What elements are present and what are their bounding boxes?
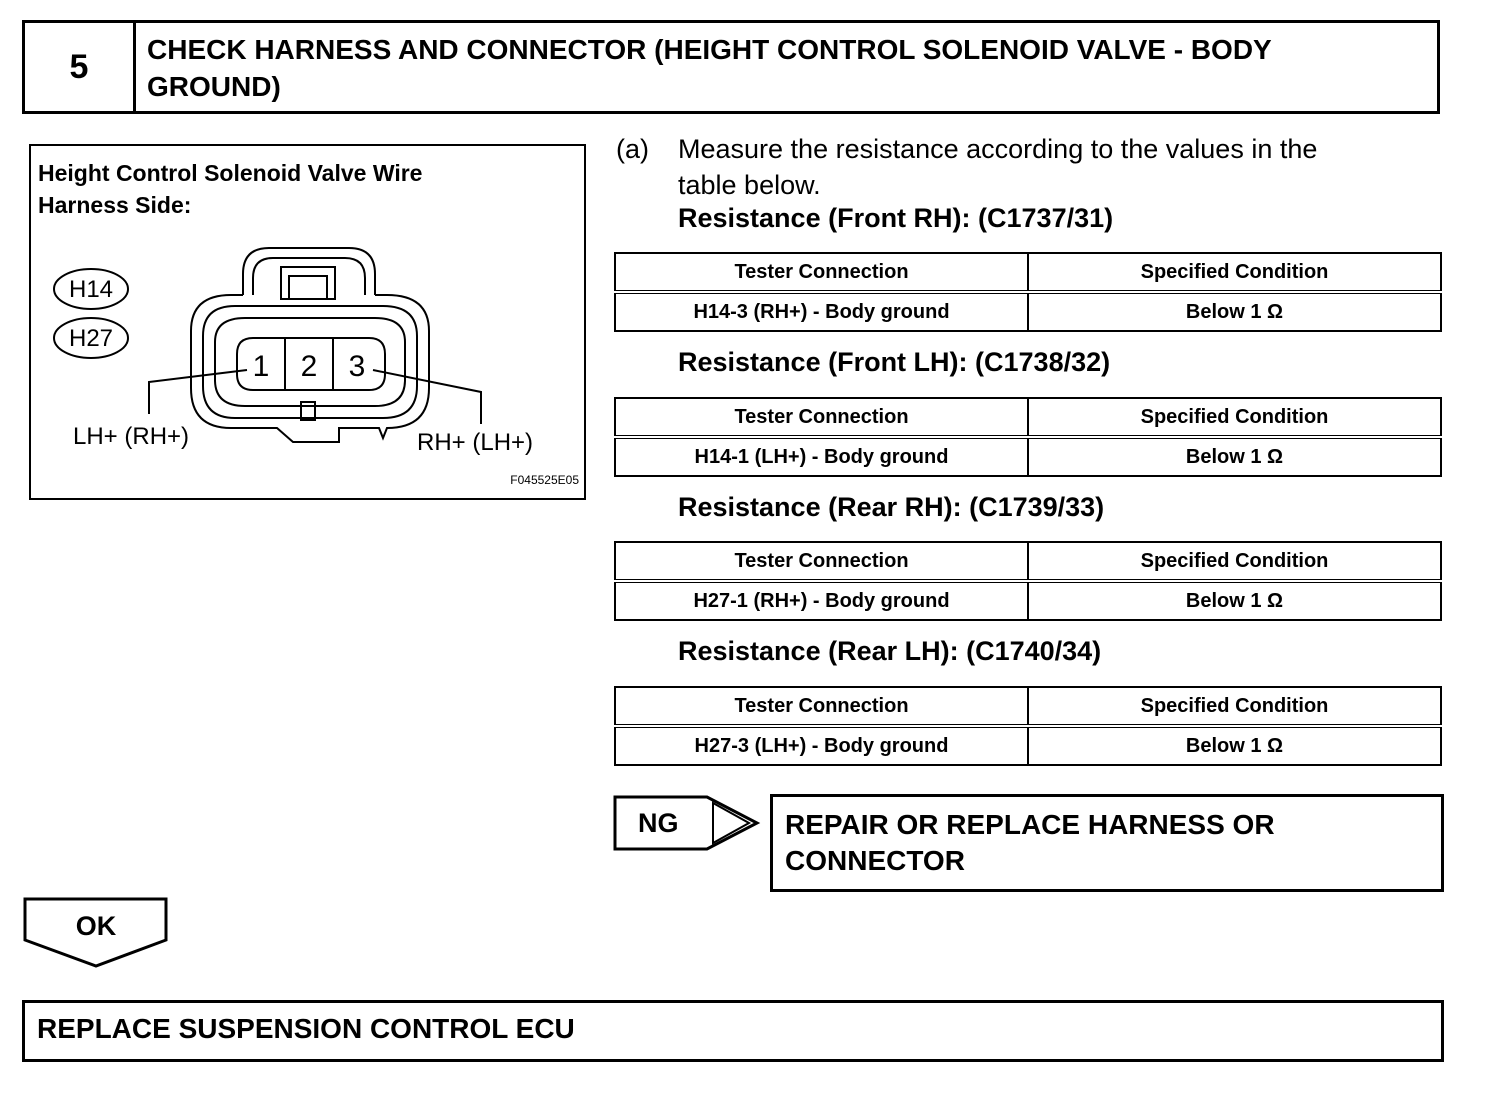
table-cell-condition: Below 1 Ω bbox=[1028, 292, 1441, 331]
figure-title-line2: Harness Side: bbox=[38, 192, 192, 218]
step-title bbox=[147, 31, 1427, 105]
table-header-cell: Tester Connection bbox=[615, 398, 1028, 437]
table-cell-connection: H14-3 (RH+) - Body ground bbox=[615, 292, 1028, 331]
table-header-cell: Specified Condition bbox=[1028, 398, 1441, 437]
resistance-heading-front-rh: Resistance (Front RH): (C1737/31) bbox=[678, 203, 1114, 233]
connector-diagram bbox=[31, 146, 584, 498]
resistance-heading-rear-lh: Resistance (Rear LH): (C1740/34) bbox=[678, 636, 1102, 666]
leader-left bbox=[149, 370, 247, 414]
table-cell-condition: Below 1 Ω bbox=[1028, 581, 1441, 620]
step-title-line1: CHECK HARNESS AND CONNECTOR (HEIGHT CONTROL SOLENOID VALVE - BODY bbox=[147, 34, 1272, 65]
ng-label: NG bbox=[638, 808, 679, 838]
pin-3: 3 bbox=[348, 350, 366, 383]
ok-action-text: REPLACE SUSPENSION CONTROL ECU bbox=[37, 1013, 575, 1044]
leader-right bbox=[373, 370, 481, 424]
instruction-text bbox=[678, 131, 1448, 203]
connector-id-h27-label: H27 bbox=[68, 325, 114, 352]
table-cell-condition: Below 1 Ω bbox=[1028, 726, 1441, 765]
table-header-cell: Specified Condition bbox=[1028, 542, 1441, 581]
figure-title-line1: Height Control Solenoid Valve Wire bbox=[38, 160, 423, 186]
table-header-cell: Specified Condition bbox=[1028, 687, 1441, 726]
ng-action-text bbox=[785, 807, 1425, 879]
ok-action-box bbox=[22, 1000, 1444, 1062]
step-title-line2: GROUND) bbox=[147, 71, 281, 102]
table-header-cell: Tester Connection bbox=[615, 253, 1028, 292]
connector-id-h27 bbox=[54, 318, 128, 358]
spec-table-rear-rh bbox=[614, 541, 1442, 621]
pin-1: 1 bbox=[252, 350, 270, 383]
ok-label: OK bbox=[75, 911, 117, 941]
connector-id-h14 bbox=[54, 269, 128, 309]
ng-action-line2: CONNECTOR bbox=[785, 845, 965, 876]
pin-2: 2 bbox=[300, 350, 318, 383]
instruction-marker: (a) bbox=[616, 134, 649, 164]
ng-action-box bbox=[770, 794, 1444, 892]
figure-code: F045525E05 bbox=[510, 473, 579, 487]
ng-action-line1: REPAIR OR REPLACE HARNESS OR bbox=[785, 809, 1275, 840]
spec-table-rear-lh bbox=[614, 686, 1442, 766]
step-header bbox=[22, 20, 1440, 114]
label-right: RH+ (LH+) bbox=[417, 429, 534, 456]
spec-table-front-rh bbox=[614, 252, 1442, 332]
connector-id-h14-label: H14 bbox=[68, 276, 114, 303]
connector-figure bbox=[29, 144, 586, 500]
connector-housing bbox=[191, 248, 429, 442]
table-header-cell: Tester Connection bbox=[615, 687, 1028, 726]
label-left: LH+ (RH+) bbox=[73, 423, 190, 450]
table-cell-connection: H27-1 (RH+) - Body ground bbox=[615, 581, 1028, 620]
table-cell-condition: Below 1 Ω bbox=[1028, 437, 1441, 476]
ng-arrow bbox=[612, 794, 764, 854]
instruction-line2: table below. bbox=[678, 170, 821, 200]
spec-table-front-lh bbox=[614, 397, 1442, 477]
ok-arrow bbox=[22, 896, 170, 970]
instruction-line1: Measure the resistance according to the values in the bbox=[678, 134, 1318, 164]
resistance-heading-front-lh: Resistance (Front LH): (C1738/32) bbox=[678, 347, 1111, 377]
table-header-cell: Specified Condition bbox=[1028, 253, 1441, 292]
table-cell-connection: H14-1 (LH+) - Body ground bbox=[615, 437, 1028, 476]
table-header-cell: Tester Connection bbox=[615, 542, 1028, 581]
step-number: 5 bbox=[25, 23, 136, 111]
resistance-heading-rear-rh: Resistance (Rear RH): (C1739/33) bbox=[678, 492, 1105, 522]
table-cell-connection: H27-3 (LH+) - Body ground bbox=[615, 726, 1028, 765]
